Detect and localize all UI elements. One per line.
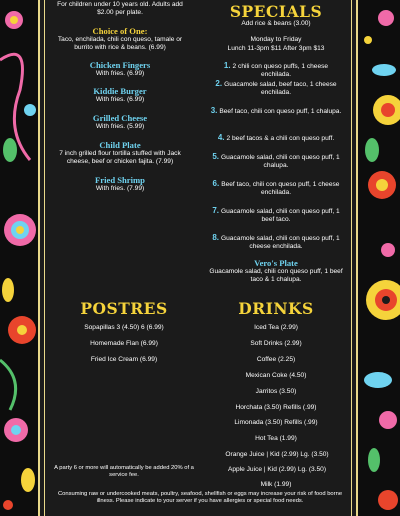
drink-item: Limonada (3.50) Refills (.99) — [234, 419, 318, 426]
right-floral-border — [358, 0, 400, 516]
special-item-6 — [206, 180, 346, 197]
veros-plate-title: Vero's Plate — [254, 258, 298, 268]
special-number: 1. — [223, 61, 231, 70]
special-number: 6. — [212, 179, 220, 188]
drink-item: Soft Drinks (2.99) — [250, 340, 302, 347]
kids-note: For children under 10 years old. Adults add $2.00 per plate. — [57, 1, 183, 17]
chicken-fingers-desc: With fries. (6.99) — [95, 70, 145, 77]
special-number: 3. — [210, 106, 218, 115]
drink-item: Milk (1.99) — [260, 481, 292, 488]
service-fee-note: A party 6 or more will automatically be added 20% of a service fee. — [54, 465, 194, 478]
child-plate-desc: 7 inch grilled flour tortilla stuffed with Jack cheese, beef or chicken fajita. (7.99) — [59, 150, 181, 166]
special-number: 8. — [212, 233, 220, 242]
chicken-fingers-title: Chicken Fingers — [89, 60, 151, 70]
special-text: Guacamole salad, chili con queso puff, 1 cheese enchilada. — [221, 235, 340, 251]
kiddie-burger-title: Kiddie Burger — [93, 86, 147, 96]
special-text: 2 beef tacos & a chili con queso puff. — [226, 135, 335, 142]
special-text: Guacamole salad, beef taco, 1 cheese enchilada. — [224, 81, 337, 97]
special-number: 4. — [217, 133, 225, 142]
flower-pattern-icon — [0, 0, 38, 516]
drink-item: Horchata (3.50) Refills (.99) — [235, 404, 317, 411]
grilled-cheese-desc: With fries. (5.99) — [95, 123, 145, 130]
special-item-4 — [206, 134, 346, 143]
specials-days: Monday to Friday — [250, 36, 302, 43]
flower-pattern-icon — [358, 0, 400, 516]
specials-title: SPECIALS — [229, 2, 323, 21]
child-plate-title: Child Plate — [99, 140, 141, 150]
specials-subtitle: Add rice & beans (3.00) — [241, 20, 311, 27]
special-text: Guacamole salad, chili con queso puff, 1 beef taco. — [221, 208, 340, 224]
drink-item: Iced Tea (2.99) — [254, 324, 298, 331]
veros-plate-desc: Guacamole salad, chili con queso puff, 1 beef taco & 1 chalupa. — [209, 268, 343, 284]
special-item-2 — [210, 80, 342, 97]
specials-hours: Lunch 11-3pm $11 After 3pm $13 — [227, 45, 325, 52]
postres-item: Homemade Flan (6.99) — [90, 340, 158, 347]
special-number: 7. — [212, 206, 220, 215]
postres-title: POSTRES — [80, 299, 168, 318]
drinks-title: DRINKS — [238, 299, 314, 318]
left-floral-border — [0, 0, 38, 516]
drink-item: Orange Juice | Kid (2.99) Lg. (3.50) — [225, 451, 329, 458]
drink-item: Jarritos (3.50) — [255, 388, 297, 395]
special-item-3 — [210, 107, 342, 116]
special-item-1 — [210, 62, 342, 79]
drink-item: Mexican Coke (4.50) — [245, 372, 307, 379]
special-item-5 — [206, 153, 346, 170]
special-text: Guacamole salad, chili con queso puff, 1 chalupa. — [221, 154, 340, 170]
special-number: 2. — [215, 79, 223, 88]
postres-item: Fried Ice Cream (6.99) — [90, 356, 158, 363]
drink-item: Hot Tea (1.99) — [255, 435, 297, 442]
fried-shrimp-title: Fried Shrimp — [95, 175, 145, 185]
special-number: 5. — [212, 152, 220, 161]
special-item-7 — [206, 207, 346, 224]
drink-item: Apple Juice | Kid (2.99) Lg. (3.50) — [227, 466, 327, 473]
postres-item: Sopapillas 3 (4.50) 6 (6.99) — [84, 324, 164, 331]
grilled-cheese-title: Grilled Cheese — [92, 113, 148, 123]
food-safety-warning: Consuming raw or undercooked meats, poultry, seafood, shellfish or eggs may increase your risk of food borne illness. Please indicate to your server if you have allergies or special food needs. — [57, 491, 343, 504]
special-text: 2 chili con queso puffs, 1 cheese enchilada. — [232, 63, 329, 79]
choice-of-one-desc: Taco, enchilada, chili con queso, tamale or burrito with rice & beans. (6.99) — [57, 36, 183, 52]
special-text: Beef taco, chili con queso puff, 1 cheese enchilada. — [221, 181, 340, 197]
choice-of-one-title: Choice of One: — [92, 26, 148, 36]
kiddie-burger-desc: With fries. (6.99) — [95, 96, 145, 103]
special-text: Beef taco, chili con queso puff, 1 chalupa. — [219, 108, 342, 115]
drink-item: Coffee (2.25) — [256, 356, 296, 363]
fried-shrimp-desc: With fries. (7.99) — [95, 185, 145, 192]
special-item-8 — [206, 234, 346, 251]
